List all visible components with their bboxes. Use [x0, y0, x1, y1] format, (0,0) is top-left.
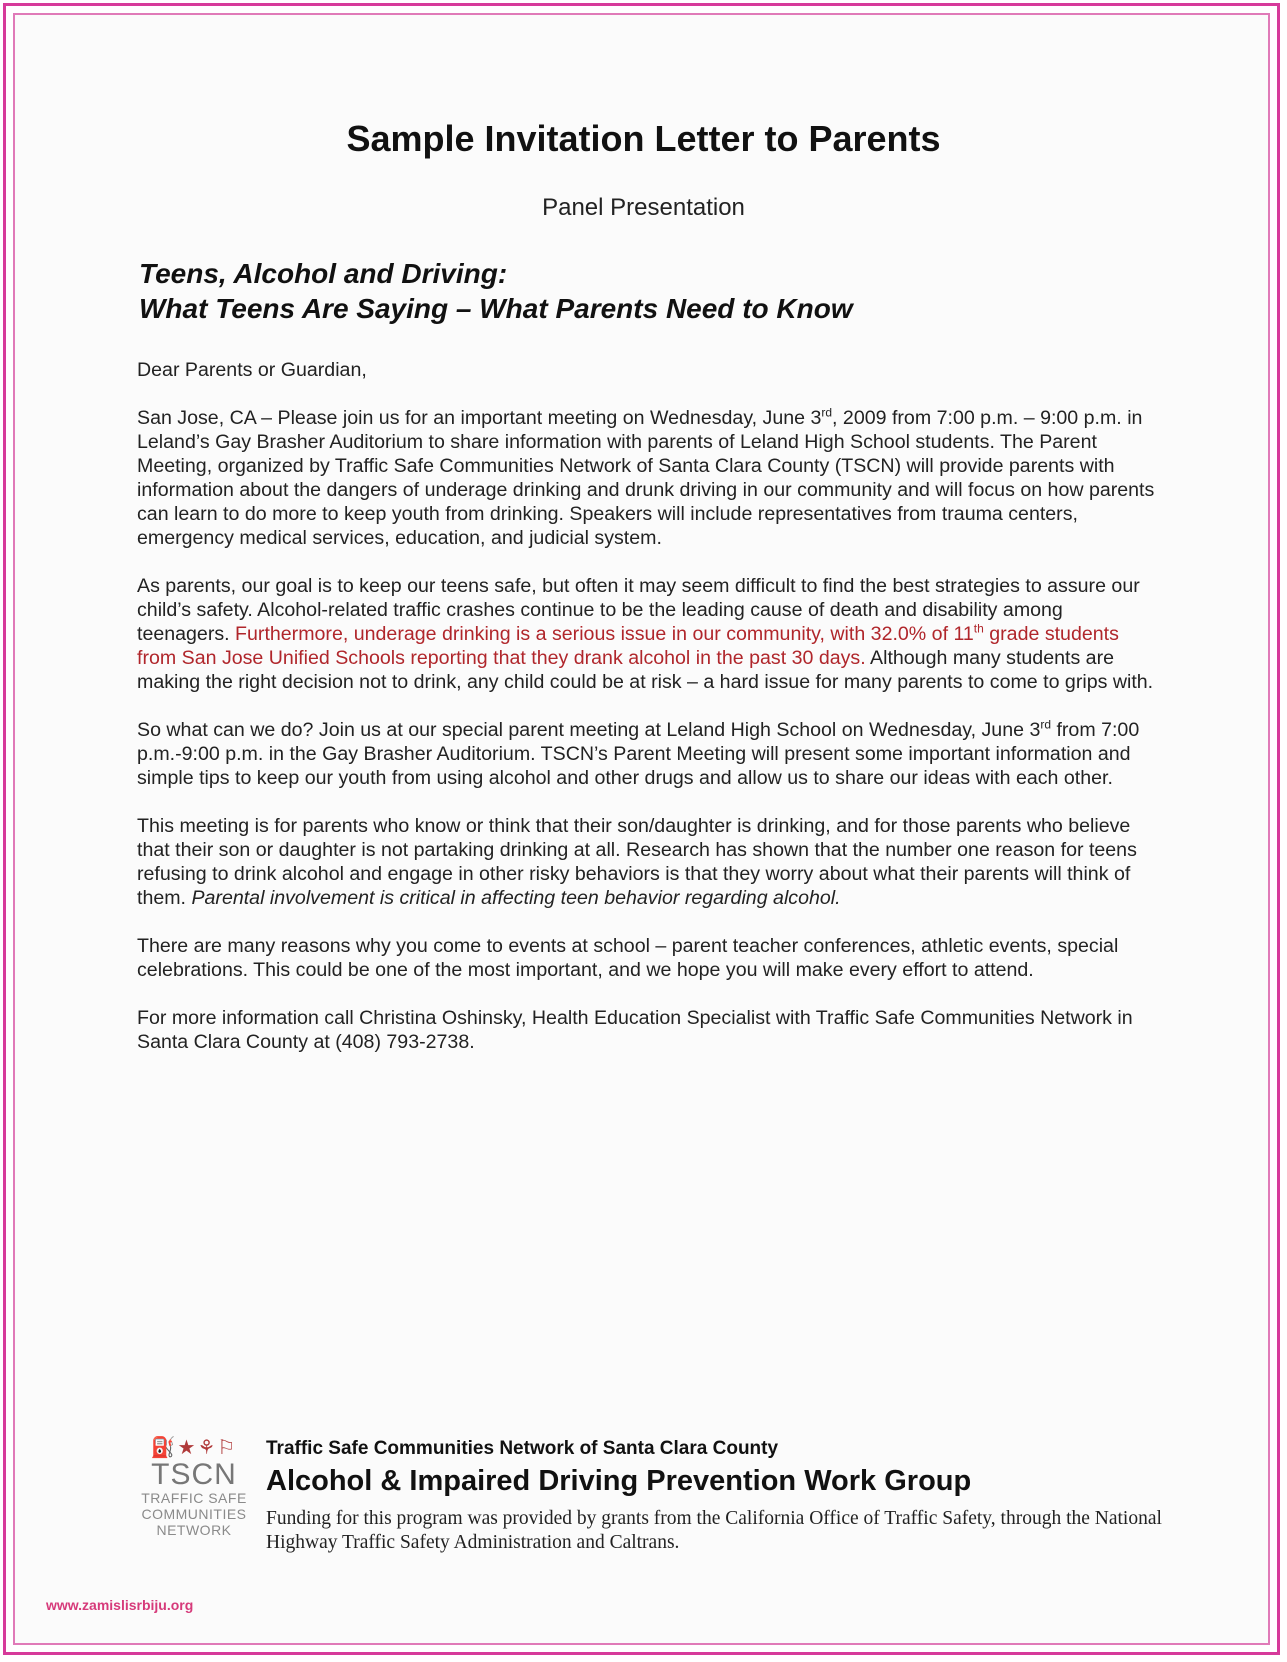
p2-text-a: As parents, our goal is to keep our teens safe, but often it may seem difficult to find the best strategies to assure our child’s safety. Alcohol-related traffic crashes continue to be the leading cause of death and disability among teenagers.: [137, 575, 1140, 645]
logo-line-2: COMMUNITIES: [141, 1506, 247, 1522]
p3-text-b: from 7:00 p.m.-9:00 p.m. in the Gay Brasher Auditorium. TSCN’s Parent Meeting will present some important information and simple tips to keep our youth from using alcohol and other drugs and allow us to share our ideas with each other.: [137, 719, 1140, 789]
paragraph-audience: [137, 814, 1157, 910]
p2-highlight-b: grade students from San Jose Unified Schools reporting that they drank alcohol in the past 30 days.: [137, 623, 1119, 669]
page-subtitle: Panel Presentation: [542, 194, 745, 221]
paragraph-contact: For more information call Christina Oshinsky, Health Education Specialist with Traffic Safe Communities Network in Santa Clara County at (408) 793-2738.: [137, 1007, 1133, 1053]
logo-traffic-icons: ⛽★⚘⚐: [150, 1437, 238, 1459]
heading-line-2: What Teens Are Saying – What Parents Need to Know: [139, 293, 853, 324]
p1-sup: rd: [821, 405, 833, 420]
p2-highlight-a: Furthermore, underage drinking is a serious issue in our community, with 32.0% of 11: [235, 623, 974, 645]
p2-highlight-sup: th: [973, 621, 984, 636]
p3-text-a: So what can we do? Join us at our special parent meeting at Leland High School on Wednesday, June 3: [137, 719, 1041, 741]
paragraph-goal: [137, 574, 1157, 694]
p3-sup: rd: [1040, 717, 1052, 732]
p4-text-a: This meeting is for parents who know or think that their son/daughter is drinking, and for those parents who believe that their son or daughter is not partaking drinking at all. Research has shown that the number one reason for teens refusing to drink alcohol and engage in other risky behaviors is that they worry about what their parents will think of them.: [137, 815, 1137, 909]
logo-line-1: TRAFFIC SAFE: [141, 1490, 247, 1506]
p1-text-a: San Jose, CA – Please join us for an important meeting on Wednesday, June 3: [137, 407, 822, 429]
paragraph-what-can-we-do: [137, 718, 1157, 790]
letter-heading: [139, 256, 853, 326]
footer-group-name: Alcohol & Impaired Driving Prevention Work Group: [266, 1465, 972, 1497]
heading-line-1: Teens, Alcohol and Driving:: [139, 258, 508, 289]
paragraph-reasons: There are many reasons why you come to events at school – parent teacher conferences, athletic events, special celebrations. This could be one of the most important, and we hope you will make every effort to attend.: [137, 935, 1119, 981]
p1-text-b: , 2009 from 7:00 p.m. – 9:00 p.m. in Leland’s Gay Brasher Auditorium to share information with parents of Leland High School students. The Parent Meeting, organized by Traffic Safe Communities Network of Santa Clara County (TSCN) will provide parents with information about the dangers of underage drinking and drunk driving in our community and will focus on how parents can learn to do more to keep youth from drinking. Speakers will include representatives from trauma centers, emergency medical services, education, and judicial system.: [137, 407, 1155, 549]
p2-text-b: Although many students are making the right decision not to drink, any child could be at risk – a hard issue for many parents to come to grips with.: [137, 647, 1154, 693]
p4-italic: Parental involvement is critical in affecting teen behavior regarding alcohol.: [191, 887, 841, 909]
logo-wordmark: TSCN: [151, 1458, 237, 1491]
logo-line-3: NETWORK: [156, 1522, 232, 1538]
letter-body: [137, 358, 1157, 1078]
footer-funding-note: Funding for this program was provided by grants from the California Office of Traffic Safety, through the National Highway Traffic Safety Administration and Caltrans.: [266, 1508, 1162, 1553]
page-title: Sample Invitation Letter to Parents: [346, 118, 941, 159]
footer: [266, 1437, 1166, 1555]
footer-org-name: Traffic Safe Communities Network of Santa Clara County: [266, 1438, 779, 1459]
tscn-logo: [134, 1436, 254, 1538]
salutation: Dear Parents or Guardian,: [137, 359, 367, 381]
paragraph-meeting-details: [137, 406, 1157, 550]
watermark-url[interactable]: www.zamislisrbiju.org: [46, 1597, 194, 1613]
